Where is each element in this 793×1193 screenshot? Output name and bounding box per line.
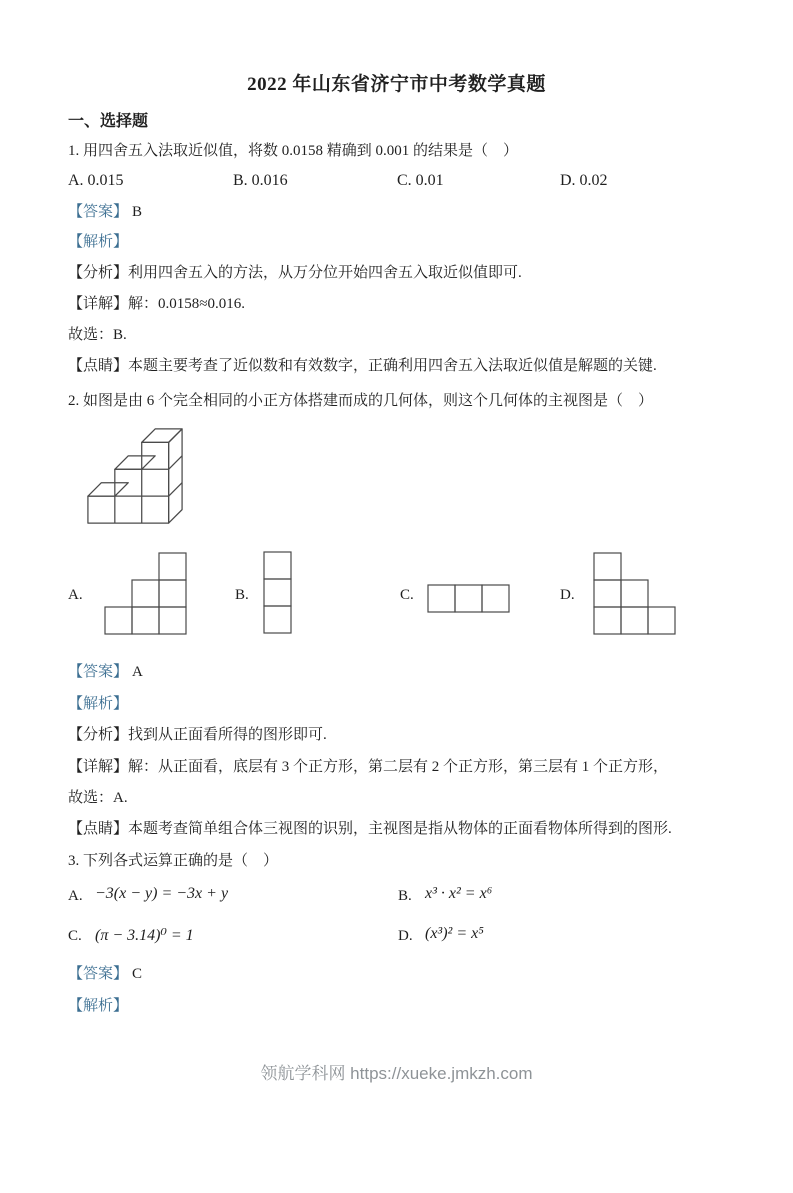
q3-option-a-formula: −3(x − y) = −3x + y xyxy=(95,885,229,902)
q2-option-d-figure xyxy=(593,552,676,635)
q2-option-b-figure xyxy=(263,551,292,634)
q2-answer-value: A xyxy=(132,664,143,680)
q1-option-a: A. 0.015 xyxy=(68,172,124,189)
q2-analysis-text: 【分析】找到从正面看所得的图形即可. xyxy=(68,727,327,743)
q2-options xyxy=(68,551,725,635)
page-title: 2022 年山东省济宁市中考数学真题 xyxy=(247,74,546,95)
q2-conclusion: 故选：A. xyxy=(68,790,128,806)
q3-option-b-formula: x³ · x² = x⁶ xyxy=(425,885,493,902)
q1-option-d: D. 0.02 xyxy=(560,172,608,189)
q2-option-c-label: C. xyxy=(400,587,414,603)
q1-option-b: B. 0.016 xyxy=(233,172,288,189)
q2-option-b-label: B. xyxy=(235,587,249,603)
q3-options-row-cd xyxy=(68,923,725,953)
q1-detail-text: 【详解】解：0.0158≈0.016. xyxy=(68,296,245,312)
q1-options xyxy=(68,172,725,190)
q2-detail-text: 【详解】解：从正面看，底层有 3 个正方形，第二层有 2 个正方形，第三层有 1 个正方形， xyxy=(68,759,669,775)
q1-answer-value: B xyxy=(132,204,143,220)
q3-answer-value: C xyxy=(132,966,143,982)
answer-label: 【答案】 xyxy=(68,966,129,982)
q1-analysis-text: 【分析】利用四舍五入的方法，从万分位开始四舍五入取近似值即可. xyxy=(68,265,522,281)
q2-stem: 2. 如图是由 6 个完全相同的小正方体搭建而成的几何体，则这个几何体的主视图是（ ） xyxy=(68,393,654,409)
q2-option-c-figure xyxy=(427,584,510,613)
q3-option-d-formula: (x³)² = x⁵ xyxy=(425,925,484,942)
q1-stem: 1. 用四舍五入法取近似值，将数 0.0158 精确到 0.001 的结果是（ ） xyxy=(68,143,519,159)
q3-option-d-label: D. xyxy=(398,928,413,944)
q1-option-c: C. 0.01 xyxy=(397,172,444,189)
q3-option-c-formula: (π − 3.14)⁰ = 1 xyxy=(95,927,194,944)
q2-option-d-label: D. xyxy=(560,587,575,603)
q2-note: 【点睛】本题考查简单组合体三视图的识别，主视图是指从物体的正面看物体所得到的图形. xyxy=(68,821,672,837)
q2-answer-line xyxy=(68,663,725,681)
answer-label: 【答案】 xyxy=(68,204,129,220)
q3-stem: 3. 下列各式运算正确的是（ ） xyxy=(68,853,279,869)
q3-option-c-label: C. xyxy=(68,928,82,944)
q2-option-a-label: A. xyxy=(68,587,83,603)
q2-cube-figure xyxy=(84,427,725,525)
q3-options-row-ab xyxy=(68,883,725,911)
exam-document xyxy=(0,71,793,1085)
q1-note: 【点睛】本题主要考查了近似数和有效数字，正确利用四舍五入法取近似值是解题的关键. xyxy=(68,358,657,374)
answer-label: 【答案】 xyxy=(68,664,129,680)
watermark: 领航学科网 https://xueke.jmkzh.com xyxy=(260,1064,533,1083)
q3-option-a-label: A. xyxy=(68,888,83,904)
q3-answer-line xyxy=(68,965,725,983)
q1-answer-line xyxy=(68,203,725,221)
section-heading: 一、选择题 xyxy=(68,113,149,130)
q3-option-b-label: B. xyxy=(398,888,412,904)
q2-analysis-label: 【解析】 xyxy=(68,696,129,712)
q3-analysis-label: 【解析】 xyxy=(68,998,129,1014)
q2-option-a-figure xyxy=(104,552,187,635)
q1-analysis-label: 【解析】 xyxy=(68,234,129,250)
q1-conclusion: 故选：B. xyxy=(68,327,127,343)
